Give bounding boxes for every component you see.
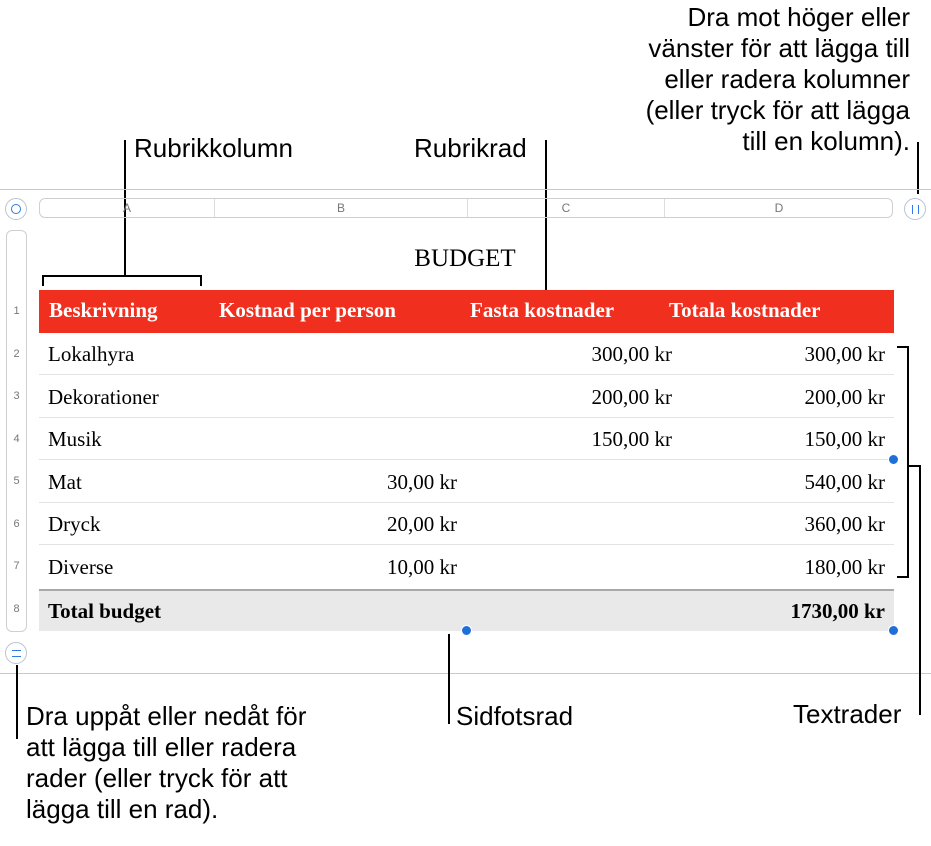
row-header-3[interactable]: 3 [13,390,20,402]
callout-columns-line-4: (eller tryck för att lägga [645,95,910,125]
cell-cost-per-person[interactable]: 30,00 kr [387,470,457,494]
row-header-bar[interactable] [6,230,27,632]
column-header-bar[interactable] [39,198,893,218]
selection-handle[interactable] [461,625,472,636]
callout-rows-line-4: lägga till en rad). [26,794,219,824]
footer-cell-cost-per-person[interactable] [213,591,457,631]
row-header-7[interactable]: 7 [13,560,20,572]
cell-fixed-costs[interactable]: 150,00 kr [591,427,672,451]
cell-description[interactable]: Diverse [48,555,114,579]
text-rows-bracket-side [907,346,909,578]
column-header-a[interactable]: A [122,201,131,215]
cell-total-costs[interactable]: 180,00 kr [804,555,885,579]
cell-fixed-costs[interactable] [466,546,672,588]
cell-description[interactable]: Dekorationer [48,385,159,409]
header-cell-fixed-costs[interactable]: Fasta kostnader [470,298,615,322]
row-header-4[interactable]: 4 [13,433,20,445]
footer-cell-fixed-costs[interactable] [466,591,672,631]
callout-rows-line [16,665,18,739]
cell-total-costs[interactable]: 360,00 kr [804,512,885,536]
header-cell-description[interactable]: Beskrivning [49,298,158,322]
callout-text-rows: Textrader [793,699,902,729]
table-row[interactable] [39,418,894,460]
select-table-button[interactable] [5,198,27,220]
table-row[interactable] [39,376,894,418]
row-header-1[interactable]: 1 [13,305,20,317]
cell-fixed-costs[interactable] [466,461,672,503]
footer-cell-label[interactable]: Total budget [48,599,162,623]
cell-fixed-costs[interactable]: 300,00 kr [591,342,672,366]
table-header-row[interactable] [39,290,894,333]
cell-total-costs[interactable]: 200,00 kr [804,385,885,409]
cell-cost-per-person[interactable] [213,418,457,460]
callout-columns-line-2: vänster för att lägga till [648,33,910,63]
column-header-d[interactable]: D [664,199,893,217]
row-header-6[interactable]: 6 [13,518,20,530]
cell-total-costs[interactable]: 300,00 kr [804,342,885,366]
column-handle-icon [912,205,919,214]
callout-rows-line-2: att lägga till eller radera [26,732,297,762]
row-header-8[interactable]: 8 [13,603,20,615]
callout-text-rows-tick [907,465,921,467]
table-row[interactable] [39,546,894,588]
column-header-b[interactable]: B [214,199,467,217]
callout-footer-row: Sidfotsrad [456,701,574,731]
cell-cost-per-person[interactable]: 20,00 kr [387,512,457,536]
row-header-2[interactable]: 2 [13,348,20,360]
callout-header-row: Rubrikrad [414,133,527,163]
text-rows-bracket-bottom [897,576,909,578]
callout-columns [560,2,910,157]
cell-cost-per-person[interactable] [213,333,457,375]
cell-description[interactable]: Mat [48,470,82,494]
table-row[interactable] [39,461,894,503]
cell-cost-per-person[interactable] [213,376,457,418]
callout-columns-line-5: till en kolumn). [742,126,910,156]
selection-handle[interactable] [888,625,899,636]
cell-total-costs[interactable]: 540,00 kr [804,470,885,494]
callout-rows [26,701,306,825]
callout-columns-line-3: eller radera kolumner [664,64,910,94]
add-column-button[interactable] [904,198,926,220]
add-row-button[interactable] [5,642,27,664]
cell-cost-per-person[interactable]: 10,00 kr [387,555,457,579]
cell-fixed-costs[interactable] [466,503,672,545]
cell-total-costs[interactable]: 150,00 kr [804,427,885,451]
footer-cell-total[interactable]: 1730,00 kr [790,599,885,623]
cell-fixed-costs[interactable]: 200,00 kr [591,385,672,409]
callout-footer-row-line [448,634,450,724]
column-header-c[interactable]: C [467,199,664,217]
cell-description[interactable]: Dryck [48,512,101,536]
callout-rows-line-1: Dra uppåt eller nedåt för [26,701,307,731]
cell-description[interactable]: Lokalhyra [48,342,135,366]
circle-icon [11,204,21,214]
row-header-5[interactable]: 5 [13,475,20,487]
callout-columns-line [917,142,919,194]
table-row[interactable] [39,503,894,545]
callout-text-rows-line [919,465,921,715]
callout-rows-line-3: rader (eller tryck för att [26,763,288,793]
selection-handle[interactable] [888,454,899,465]
row-handle-icon [12,650,21,657]
header-cell-cost-per-person[interactable]: Kostnad per person [219,298,396,322]
table-row[interactable] [39,333,894,375]
cell-description[interactable]: Musik [48,427,102,451]
table-title[interactable]: BUDGET [414,245,516,272]
callout-columns-line-1: Dra mot höger eller [687,2,910,32]
header-cell-total-costs[interactable]: Totala kostnader [669,298,821,322]
callout-header-column: Rubrikkolumn [134,133,293,163]
